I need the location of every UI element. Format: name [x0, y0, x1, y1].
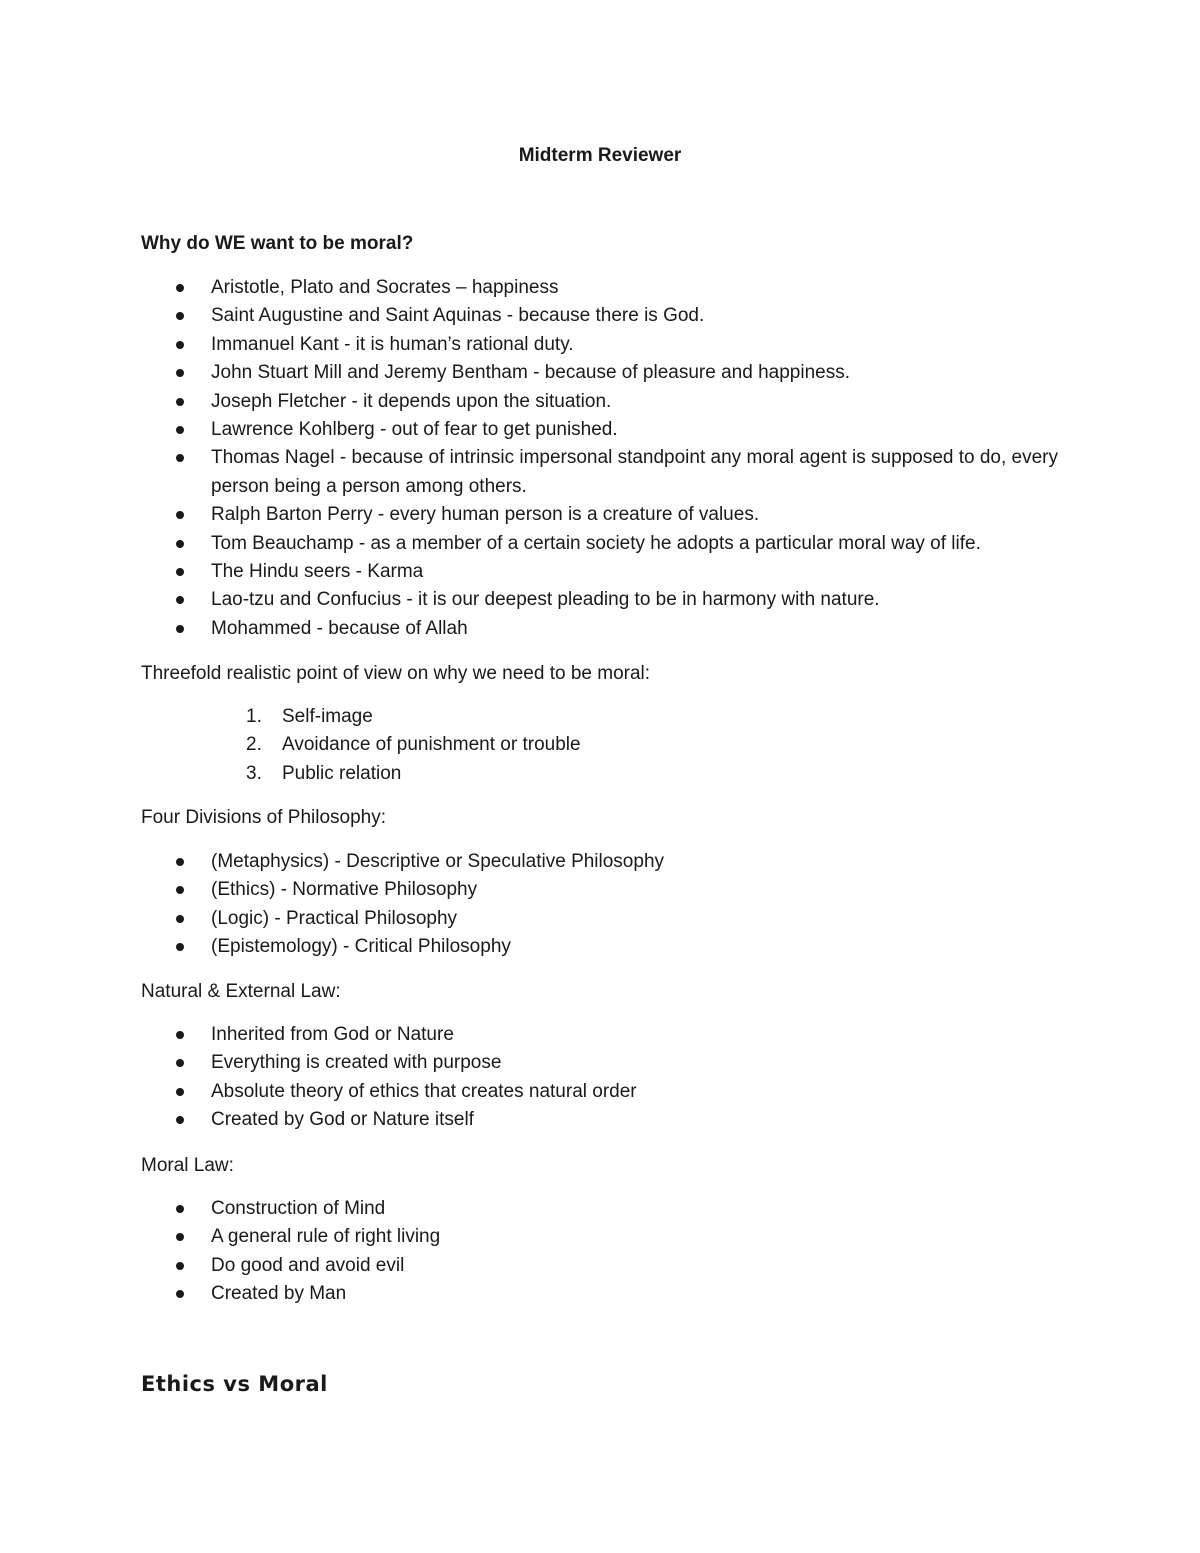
section-heading-ethics-vs-moral: Ethics vs Moral	[141, 1372, 328, 1396]
list-number: 1.	[246, 706, 262, 727]
list-item: Saint Augustine and Saint Aquinas - because there is God.	[141, 302, 1061, 330]
why-moral-list	[141, 274, 1061, 643]
list-item	[141, 703, 1041, 731]
list-item: (Logic) - Practical Philosophy	[141, 905, 1061, 933]
moral-law-list	[141, 1195, 1061, 1309]
list-item: Aristotle, Plato and Socrates – happiness	[141, 274, 1061, 302]
document-title: Midterm Reviewer	[518, 145, 682, 166]
list-item: Thomas Nagel - because of intrinsic impersonal standpoint any moral agent is supposed to do, every person being a person among others.	[141, 444, 1061, 501]
threefold-list	[141, 703, 1041, 788]
list-item: (Epistemology) - Critical Philosophy	[141, 933, 1061, 961]
section-heading-natural-law: Natural & External Law:	[141, 981, 341, 1002]
list-item: Created by God or Nature itself	[141, 1106, 1061, 1134]
list-item	[141, 731, 1041, 759]
natural-law-list	[141, 1021, 1061, 1135]
list-item-text: Avoidance of punishment or trouble	[282, 734, 581, 756]
section-heading-moral-law: Moral Law:	[141, 1155, 234, 1176]
four-divisions-list	[141, 848, 1061, 962]
list-item: Mohammed - because of Allah	[141, 615, 1061, 643]
list-item: Absolute theory of ethics that creates natural order	[141, 1078, 1061, 1106]
list-item: Ralph Barton Perry - every human person is a creature of values.	[141, 501, 1061, 529]
list-item: The Hindu seers - Karma	[141, 558, 1061, 586]
list-item: Immanuel Kant - it is human’s rational duty.	[141, 331, 1061, 359]
list-item: Do good and avoid evil	[141, 1252, 1061, 1280]
list-item: Lao-tzu and Confucius - it is our deepest pleading to be in harmony with nature.	[141, 586, 1061, 614]
section-heading-four-divisions: Four Divisions of Philosophy:	[141, 807, 386, 828]
list-item	[141, 760, 1041, 788]
list-item: (Metaphysics) - Descriptive or Speculative Philosophy	[141, 848, 1061, 876]
list-number: 2.	[246, 734, 262, 756]
list-item: Lawrence Kohlberg - out of fear to get punished.	[141, 416, 1061, 444]
list-item: Created by Man	[141, 1280, 1061, 1308]
list-item: Inherited from God or Nature	[141, 1021, 1061, 1049]
section-heading-why-moral: Why do WE want to be moral?	[141, 233, 414, 254]
list-item-text: Public relation	[282, 762, 402, 784]
list-item: A general rule of right living	[141, 1223, 1061, 1251]
list-item: Everything is created with purpose	[141, 1049, 1061, 1077]
list-item: Joseph Fletcher - it depends upon the situation.	[141, 388, 1061, 416]
list-item-text: Self-image	[282, 706, 373, 727]
list-item: (Ethics) - Normative Philosophy	[141, 876, 1061, 904]
list-item: John Stuart Mill and Jeremy Bentham - because of pleasure and happiness.	[141, 359, 1061, 387]
list-item: Construction of Mind	[141, 1195, 1061, 1223]
section-heading-threefold: Threefold realistic point of view on why we need to be moral:	[141, 663, 651, 684]
list-item: Tom Beauchamp - as a member of a certain society he adopts a particular moral way of life.	[141, 530, 1061, 558]
list-number: 3.	[246, 762, 262, 784]
